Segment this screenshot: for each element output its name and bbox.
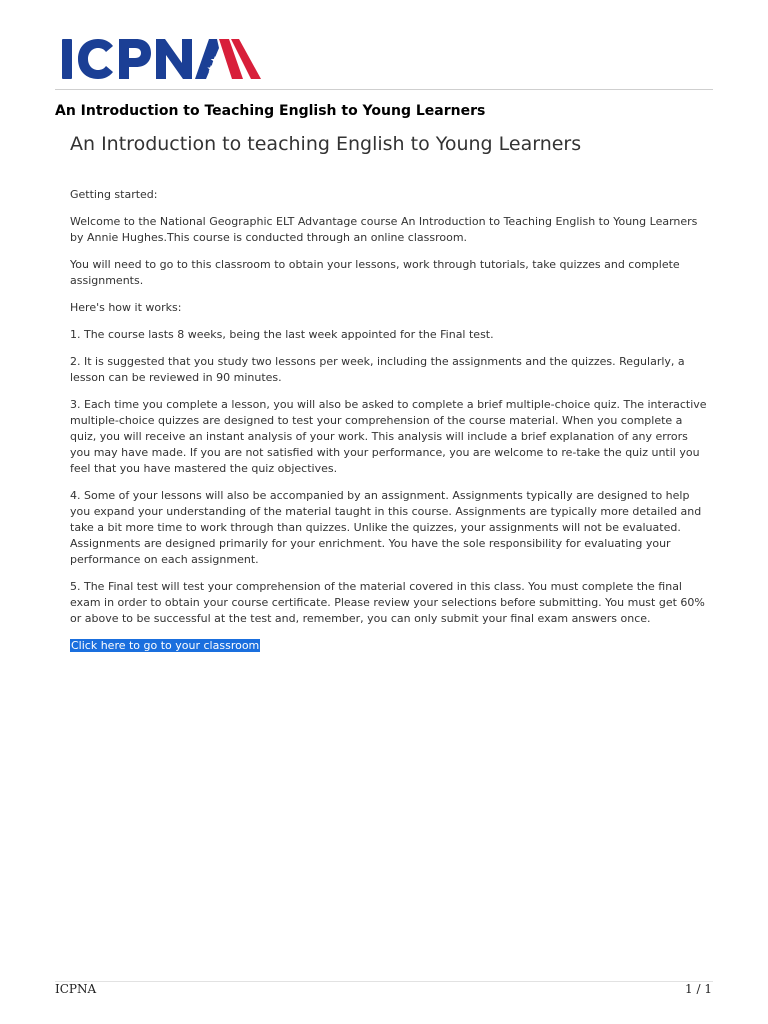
paragraph-point-2: 2. It is suggested that you study two lessons per week, including the assignments and the quizzes. Regularly, a lesson can be reviewed in 90 minutes. [70, 355, 685, 384]
paragraph-point-1: 1. The course lasts 8 weeks, being the last week appointed for the Final test. [70, 328, 494, 341]
page-number: 1 / 1 [685, 982, 712, 996]
classroom-link[interactable]: Click here to go to your classroom [71, 639, 260, 652]
logo-letters [62, 39, 192, 79]
logo-letter-a [195, 39, 261, 79]
paragraph-classroom: You will need to go to this classroom to obtain your lessons, work through tutorials, take quizzes and complete assignments. [70, 258, 680, 287]
footer-label: ICPNA [55, 982, 97, 996]
icpna-logo [61, 36, 263, 82]
paragraph-getting-started: Getting started: [70, 188, 158, 201]
paragraph-point-3: 3. Each time you complete a lesson, you will also be asked to complete a brief multiple-choice quiz. The interactive multiple-choice quizzes are designed to test your comprehension of the course material. When you complete a quiz, you will receive an instant analysis of your work. This analysis will include a brief explanation of any errors you may have made. If you are not satisfied with your performance, you are welcome to re-take the quiz until you feel that you have mastered the quiz objectives. [70, 398, 707, 475]
logo-letter-i [62, 39, 72, 79]
paragraph-point-4: 4. Some of your lessons will also be accompanied by an assignment. Assignments typically are designed to help you expand your understanding of the material taught in this course. Assignments are typically more detailed and take a bit more time to work through than quizzes. Unlike the quizzes, your assignments will not be evaluated. Assignments are designed primarily for your enrichment. You have the sole responsibility for evaluating your performance on each assignment. [70, 489, 702, 566]
footer-divider [55, 981, 713, 982]
logo-letter-n [156, 39, 192, 79]
classroom-link-row [70, 638, 710, 654]
logo-letter-p [119, 39, 151, 79]
icpna-logo-graphic [61, 36, 263, 82]
paragraph-welcome: Welcome to the National Geographic ELT Advantage course An Introduction to Teaching English to Young Learners by Annie Hughes.This course is conducted through an online classroom. [70, 215, 698, 244]
paragraph-point-5: 5. The Final test will test your comprehension of the material covered in this class. You must complete the final exam in order to obtain your course certificate. Please review your selections before submitting. You must get 60% or above to be successful at the test and, remember, you can only submit your final exam answers once. [70, 580, 705, 625]
paragraph-how-it-works: Here's how it works: [70, 301, 182, 314]
document-title: An Introduction to Teaching English to Young Learners [55, 103, 486, 119]
course-content [70, 131, 710, 654]
header-divider [55, 89, 713, 90]
course-heading: An Introduction to teaching English to Young Learners [70, 133, 582, 155]
star-icon [215, 66, 222, 73]
logo-letter-c [78, 39, 113, 79]
